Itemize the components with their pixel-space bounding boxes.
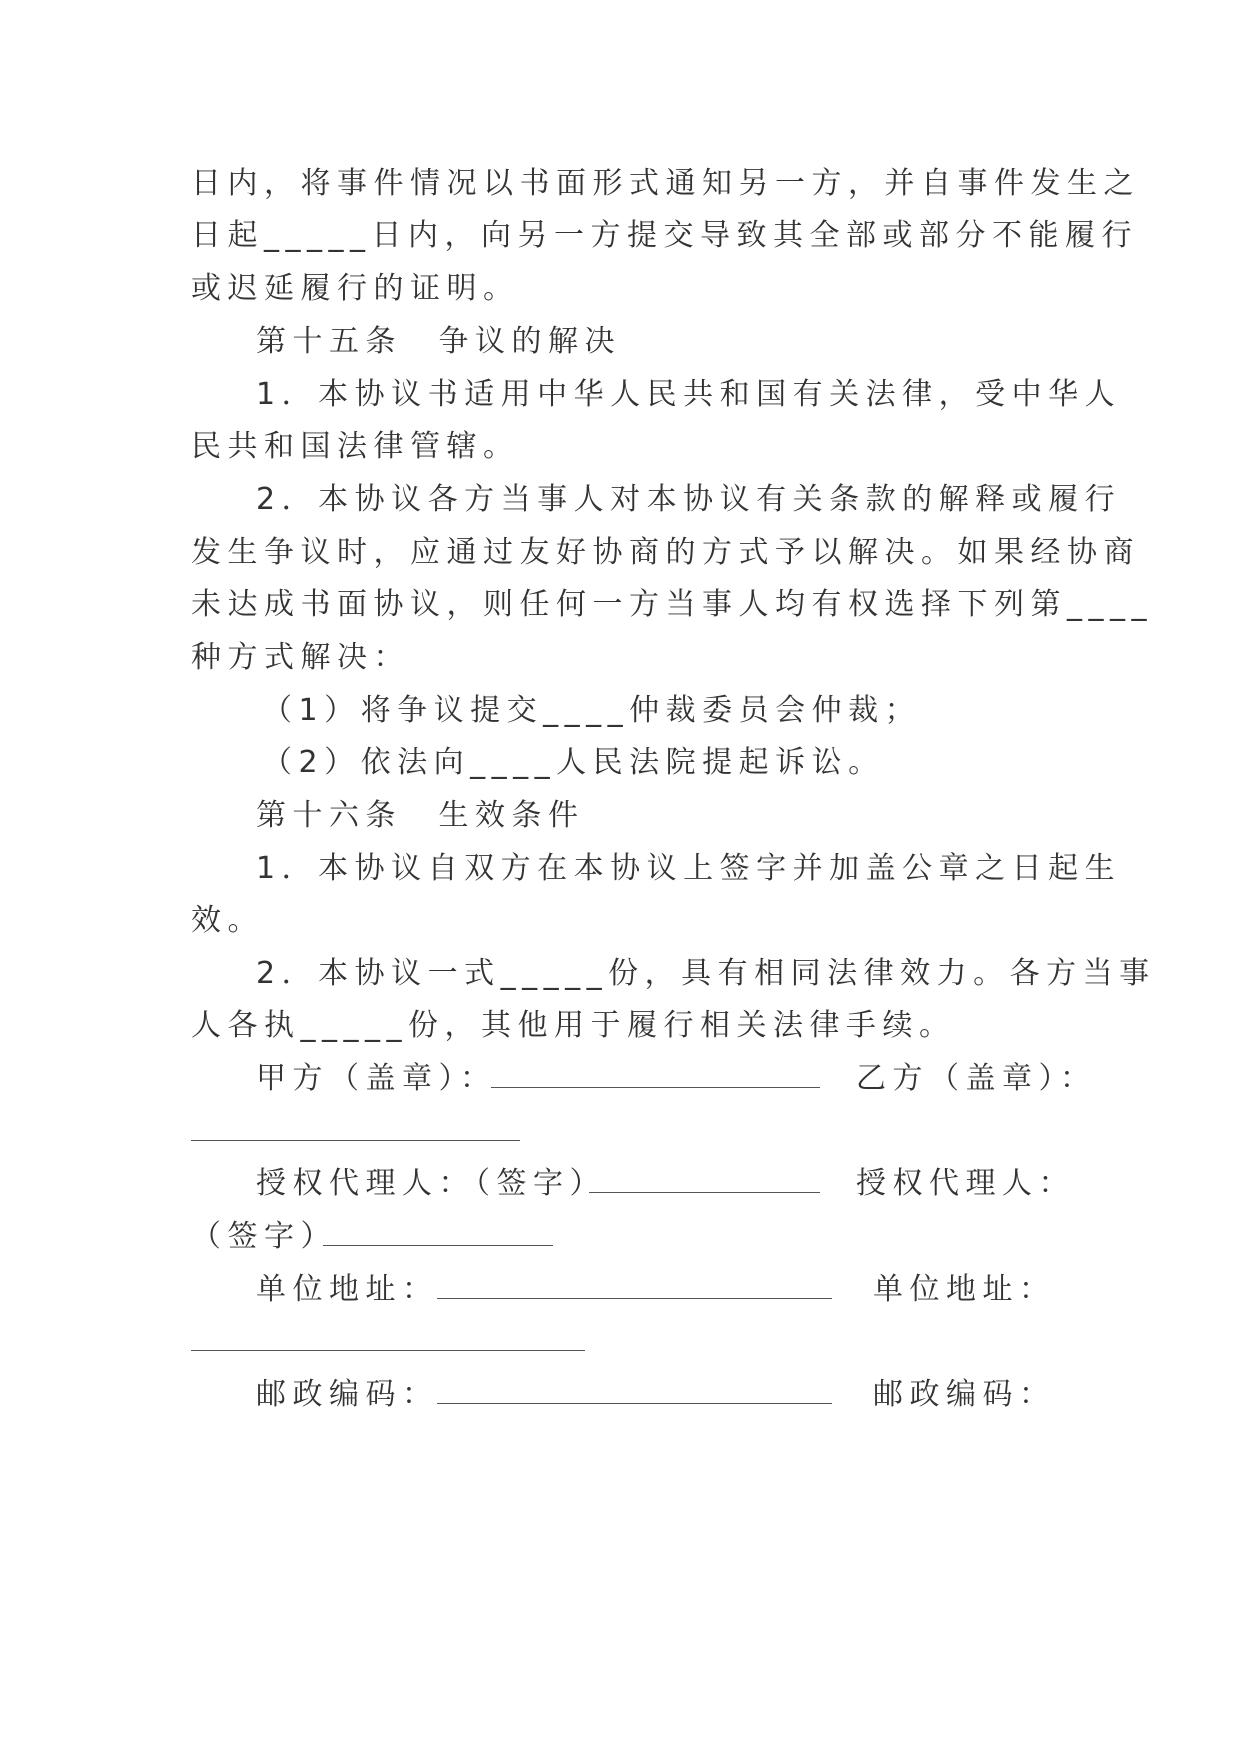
option-item: （2）依法向____人民法院提起诉讼。 (262, 745, 885, 780)
clause-text-line: 效。 (191, 903, 264, 938)
clause-text-line: 人各执_____份，其他用于履行相关法律手续。 (191, 1008, 956, 1043)
clause-text-line: 民共和国法律管辖。 (191, 429, 520, 464)
postcode-a-label: 邮政编码： (256, 1377, 439, 1412)
address-b-blank (191, 1350, 585, 1351)
body-text-line: 日内，将事件情况以书面形式通知另一方，并自事件发生之 (191, 166, 1140, 201)
body-text-line: 日起_____日内，向另一方提交导致其全部或部分不能履行 (191, 218, 1138, 253)
clause-text-line: 未达成书面协议，则任何一方当事人均有权选择下列第____ (191, 587, 1153, 622)
agent-b-sign-label: （签字） (191, 1219, 337, 1254)
agent-b-label: 授权代理人： (856, 1166, 1075, 1201)
agent-b-sign-blank (323, 1245, 553, 1246)
agent-a-label: 授权代理人：（签字） (256, 1166, 606, 1201)
party-a-seal-label: 甲方（盖章）： (256, 1061, 497, 1096)
clause-text-line: 2．本协议一式_____份，具有相同法律效力。各方当事 (256, 956, 1156, 991)
address-a-label: 单位地址： (256, 1272, 439, 1307)
clause-text-line: 1．本协议书适用中华人民共和国有关法律，受中华人 (256, 377, 1122, 412)
address-a-blank (437, 1298, 832, 1299)
clause-text-line: 发生争议时，应通过友好协商的方式予以解决。如果经协商 (191, 535, 1140, 570)
postcode-b-label: 邮政编码： (873, 1377, 1056, 1412)
agent-a-sign-blank (589, 1192, 820, 1193)
section-heading-16: 第十六条 生效条件 (256, 798, 585, 833)
body-text-line: 或迟延履行的证明。 (191, 271, 520, 306)
postcode-a-blank (437, 1403, 832, 1404)
party-a-seal-blank (491, 1087, 820, 1088)
clause-text-line: 2．本协议各方当事人对本协议有关条款的解释或履行 (256, 482, 1122, 517)
clause-text-line: 1．本协议自双方在本协议上签字并加盖公章之日起生 (256, 851, 1122, 886)
party-b-seal-blank (191, 1140, 520, 1141)
party-b-seal-label: 乙方（盖章）： (856, 1061, 1097, 1096)
option-item: （1）将争议提交____仲裁委员会仲裁； (262, 693, 922, 728)
section-heading-15: 第十五条 争议的解决 (256, 324, 621, 359)
clause-text-line: 种方式解决： (191, 640, 410, 675)
address-b-label: 单位地址： (873, 1272, 1056, 1307)
